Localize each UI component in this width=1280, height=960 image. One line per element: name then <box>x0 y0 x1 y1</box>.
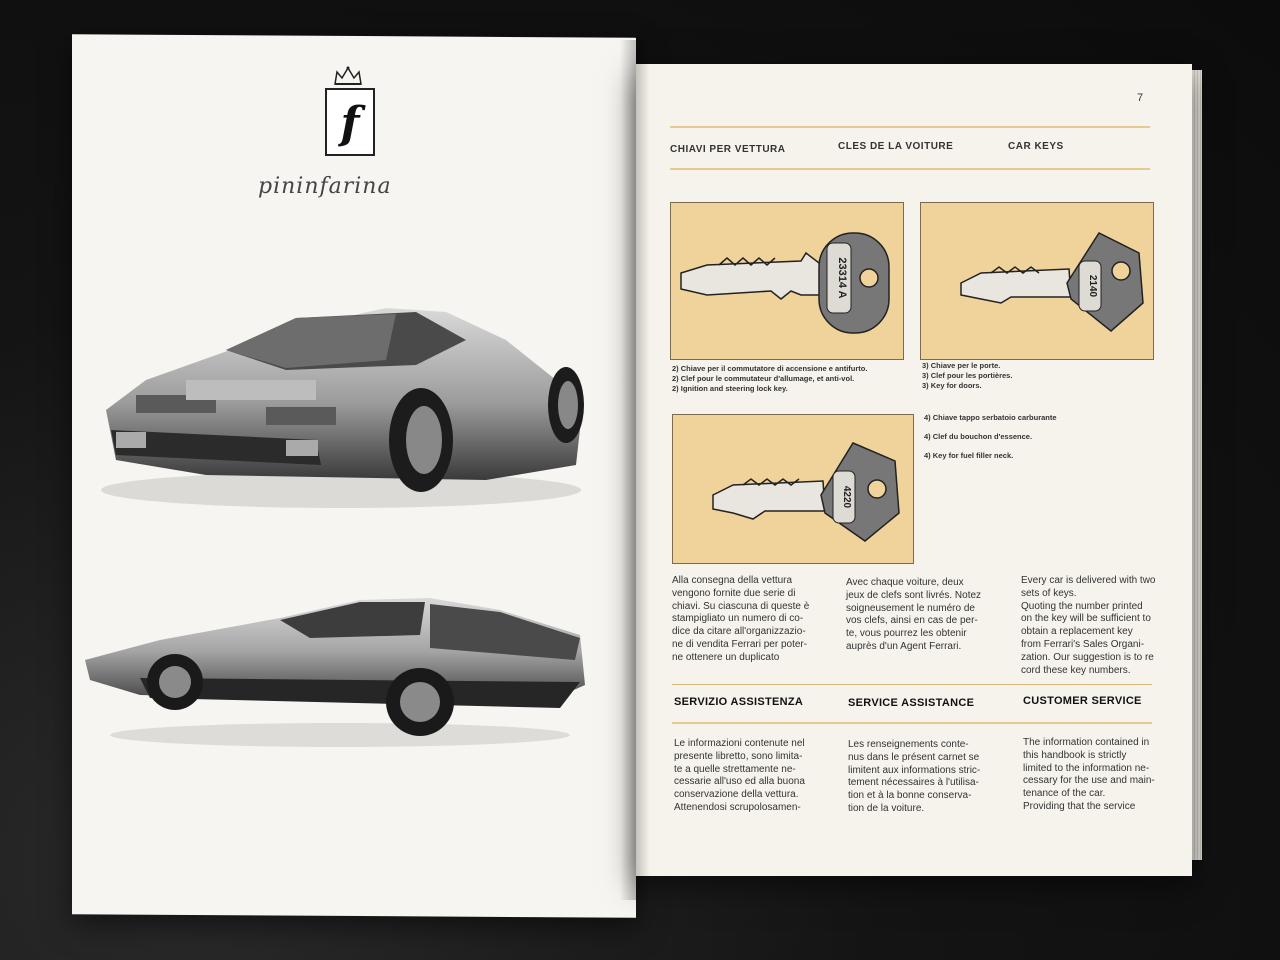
text-line: this handbook is strictly <box>1023 749 1127 761</box>
fuel-key-icon <box>673 415 913 563</box>
text-line: limited to the information ne- <box>1023 762 1150 774</box>
header-en: CAR KEYS <box>1008 141 1064 152</box>
text-line: Le informazioni contenute nel <box>674 738 805 749</box>
text-line: jeux de clefs sont livrés. Notez <box>846 589 982 601</box>
top-rule <box>670 126 1150 128</box>
header-rule <box>670 168 1150 170</box>
caption-line: 3) Key for doors. <box>922 381 982 390</box>
ignition-key-number: 23314 A <box>836 257 848 299</box>
caption-line: 3) Clef pour les portières. <box>922 371 1013 380</box>
text-line: limitent aux informations stric- <box>848 764 981 776</box>
text-line: tion de la voiture. <box>848 802 925 814</box>
key-panel-fuel <box>672 414 914 564</box>
service-header-it: SERVIZIO ASSISTENZA <box>674 696 804 708</box>
paragraph-it <box>672 575 828 665</box>
pininfarina-script-logo: pininfarina <box>258 174 392 199</box>
car-side-photo <box>80 590 600 750</box>
text-line: nus dans le présent carnet se <box>848 751 980 763</box>
text-line: cessary for the use and main- <box>1023 775 1155 787</box>
text-line: tenance of the car. <box>1023 788 1106 800</box>
text-line: on the key will be sufficient to <box>1021 613 1151 625</box>
caption-line: 2) Clef pour le commutateur d'allumage, et anti-vol. <box>672 374 855 383</box>
text-line: Quoting the number printed <box>1021 600 1143 612</box>
book-gutter <box>620 40 650 900</box>
text-line: tement nécessaires à l'utilisa- <box>848 777 979 789</box>
service-bottom-rule <box>672 722 1152 724</box>
text-line: cord these key numbers. <box>1021 664 1131 676</box>
caption-line: 4) Key for fuel filler neck. <box>924 451 1014 460</box>
text-line: Providing that the service <box>1023 800 1136 812</box>
text-line: stampigliato un numero di co- <box>672 613 804 625</box>
text-line: sets of keys. <box>1021 587 1077 599</box>
text-line: vos clefs, ainsi en cas de per- <box>846 615 978 627</box>
crown-icon <box>333 66 363 86</box>
header-fr: CLES DE LA VOITURE <box>838 141 954 152</box>
caption-line: 4) Chiave tappo serbatoio carburante <box>924 413 1057 422</box>
door-key-icon <box>921 203 1153 359</box>
text-line: cessarie all'uso ed alla buona <box>674 776 805 788</box>
paragraph-en <box>1021 575 1177 677</box>
text-line: chiavi. Su ciascuna di queste è <box>672 600 810 612</box>
caption-line: 4) Clef du bouchon d'essence. <box>924 432 1033 441</box>
crest-letter: f <box>340 98 360 149</box>
text-line: tion et à la bonne conserva- <box>848 790 972 802</box>
caption-line: 2) Chiave per il commutatore di accensione e antifurto. <box>672 364 868 373</box>
text-line: conservazione della vettura. <box>674 789 799 801</box>
service-paragraph-en <box>1023 737 1179 814</box>
car-front-photo <box>86 290 596 520</box>
text-line: ne ottenere un duplicato <box>672 651 780 663</box>
service-header-fr: SERVICE ASSISTANCE <box>848 697 975 709</box>
service-paragraph-it <box>674 738 830 815</box>
key-panel-ignition <box>670 202 904 360</box>
text-line: Alla consegna della vettura <box>672 575 793 586</box>
text-line: vengono fornite due serie di <box>672 587 796 599</box>
text-line: Attenendosi scrupolosamen- <box>674 801 801 813</box>
text-line: Every car is delivered with two <box>1021 575 1156 586</box>
door-key-number: 2140 <box>1087 274 1098 298</box>
text-line: Avec chaque voiture, deux <box>846 577 964 588</box>
fuel-key-number: 4220 <box>841 485 852 509</box>
page-number: 7 <box>1137 92 1144 104</box>
header-it: CHIAVI PER VETTURA <box>670 144 786 155</box>
key-panel-doors <box>920 202 1154 360</box>
caption-line: 3) Chiave per le porte. <box>922 361 1001 370</box>
pininfarina-crest-icon <box>325 88 375 156</box>
text-line: presente libretto, sono limita- <box>674 750 803 762</box>
text-line: zation. Our suggestion is to re <box>1021 651 1154 663</box>
text-line: dice da citare all'organizzazio- <box>672 626 806 638</box>
caption-doors <box>922 361 1142 391</box>
caption-fuel <box>924 408 1144 465</box>
text-line: auprès d'un Agent Ferrari. <box>846 640 962 652</box>
paragraph-fr <box>846 577 1004 654</box>
text-line: soigneusement le numéro de <box>846 602 975 614</box>
text-line: ne di vendita Ferrari per poter- <box>672 638 808 650</box>
text-line: The information contained in <box>1023 737 1150 748</box>
text-line: te, vous pourrez les obtenir <box>846 628 967 640</box>
service-header-en: CUSTOMER SERVICE <box>1023 695 1142 707</box>
text-line: from Ferrari's Sales Organi- <box>1021 638 1145 650</box>
ignition-key-icon <box>671 203 903 359</box>
service-paragraph-fr <box>848 739 1004 816</box>
caption-line: 2) Ignition and steering lock key. <box>672 384 788 393</box>
text-line: obtain a replacement key <box>1021 626 1133 638</box>
caption-ignition <box>672 364 912 394</box>
service-top-rule <box>672 684 1152 685</box>
text-line: Les renseignements conte- <box>848 739 969 750</box>
text-line: te a quelle strettamente ne- <box>674 763 796 775</box>
